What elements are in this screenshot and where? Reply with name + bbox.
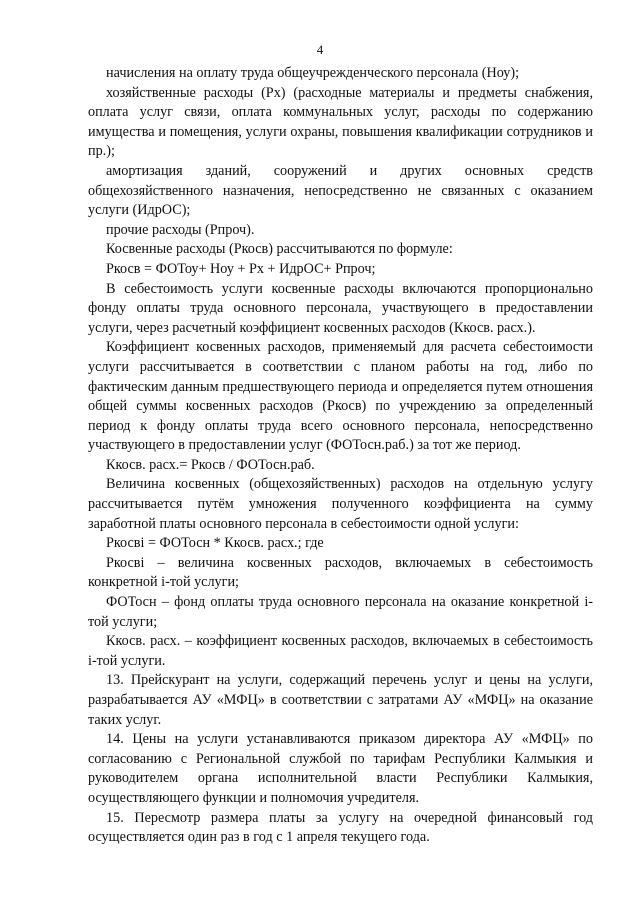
definition-rkosv-i: Ркосвi – величина косвенных расходов, включаемых в себестоимость конкретной i-той услуги; xyxy=(88,554,593,591)
paragraph-indirect-formula-intro: Косвенные расходы (Ркосв) рассчитываются по формуле: xyxy=(106,241,453,258)
clause-14: 14. Цены на услуги устанавливаются приказом директора АУ «МФЦ» по согласованию с Региональной службой по тарифам Республики Калмыкия и руководителем органа исполнительной власти Республики Калмыкия, осуществляющего функции и полномочия учредителя. xyxy=(88,731,593,806)
document-body xyxy=(88,64,593,848)
paragraph-per-service-calculation: Величина косвенных (общехозяйственных) расходов на отдельную услугу рассчитывается путём умножения полученного коэффициента на сумму заработной платы основного персонала в себестоимости одной услуги: xyxy=(88,476,593,532)
formula-coefficient: Ккосв. расх.= Ркосв / ФОТосн.раб. xyxy=(106,456,315,473)
definition-fot-osn: ФОТосн – фонд оплаты труда основного персонала на оказание конкретной i-той услуги; xyxy=(88,594,593,630)
clause-13: 13. Прейскурант на услуги, содержащий перечень услуг и цены на услуги, разрабатывается АУ «МФЦ» в соответствии с затратами АУ «МФЦ» на оказание таких услуг. xyxy=(88,672,593,728)
paragraph-coefficient-definition: Коэффициент косвенных расходов, применяемый для расчета себестоимости услуги рассчитывается в соответствии с планом работы на год, либо по фактическим данным предшествующего периода и определяется путем отношения общей суммы косвенных расходов (Ркосв) по учреждению за определенный период к фонду оплаты труда всего основного персонала, непосредственно участвующего в предоставлении услуг (ФОТосн.раб.) за тот же период. xyxy=(88,339,593,454)
clause-15: 15. Пересмотр размера платы за услугу на очередной финансовый год осуществляется один раз в год с 1 апреля текущего года. xyxy=(88,809,593,846)
formula-indirect-costs: Ркосв = ФОТоу+ Ноу + Рх + ИдрОС+ Рпроч; xyxy=(106,260,376,277)
paragraph-other-expenses: прочие расходы (Рпроч). xyxy=(106,221,255,238)
definition-kkosv: Ккосв. расх. – коэффициент косвенных расходов, включаемых в себестоимость i-той услуги. xyxy=(88,633,593,669)
paragraph-household-expenses: хозяйственные расходы (Рх) (расходные материалы и предметы снабжения, оплата услуг связи, оплата коммунальных услуг, расходы по содержанию имущества и помещения, услуги охраны, повышения квалификации сотрудников и пр.); xyxy=(88,84,593,160)
paragraph-depreciation: амортизация зданий, сооружений и других основных средств общехозяйственного назначения, непосредственно не связанных с оказанием услуги (ИдрОС); xyxy=(88,162,593,219)
page-number: 4 xyxy=(316,42,324,57)
paragraph-nou: начисления на оплату труда общеучрежденческого персонала (Ноу); xyxy=(106,65,520,81)
formula-per-service: Ркосвi = ФОТосн * Ккосв. расх.; где xyxy=(106,535,324,552)
paragraph-cost-inclusion: В себестоимость услуги косвенные расходы включаются пропорционально фонду оплаты труда основного персонала, участвующего в предоставлении услуги, через расчетный коэффициент косвенных расходов (Ккосв. расх.). xyxy=(88,280,593,336)
